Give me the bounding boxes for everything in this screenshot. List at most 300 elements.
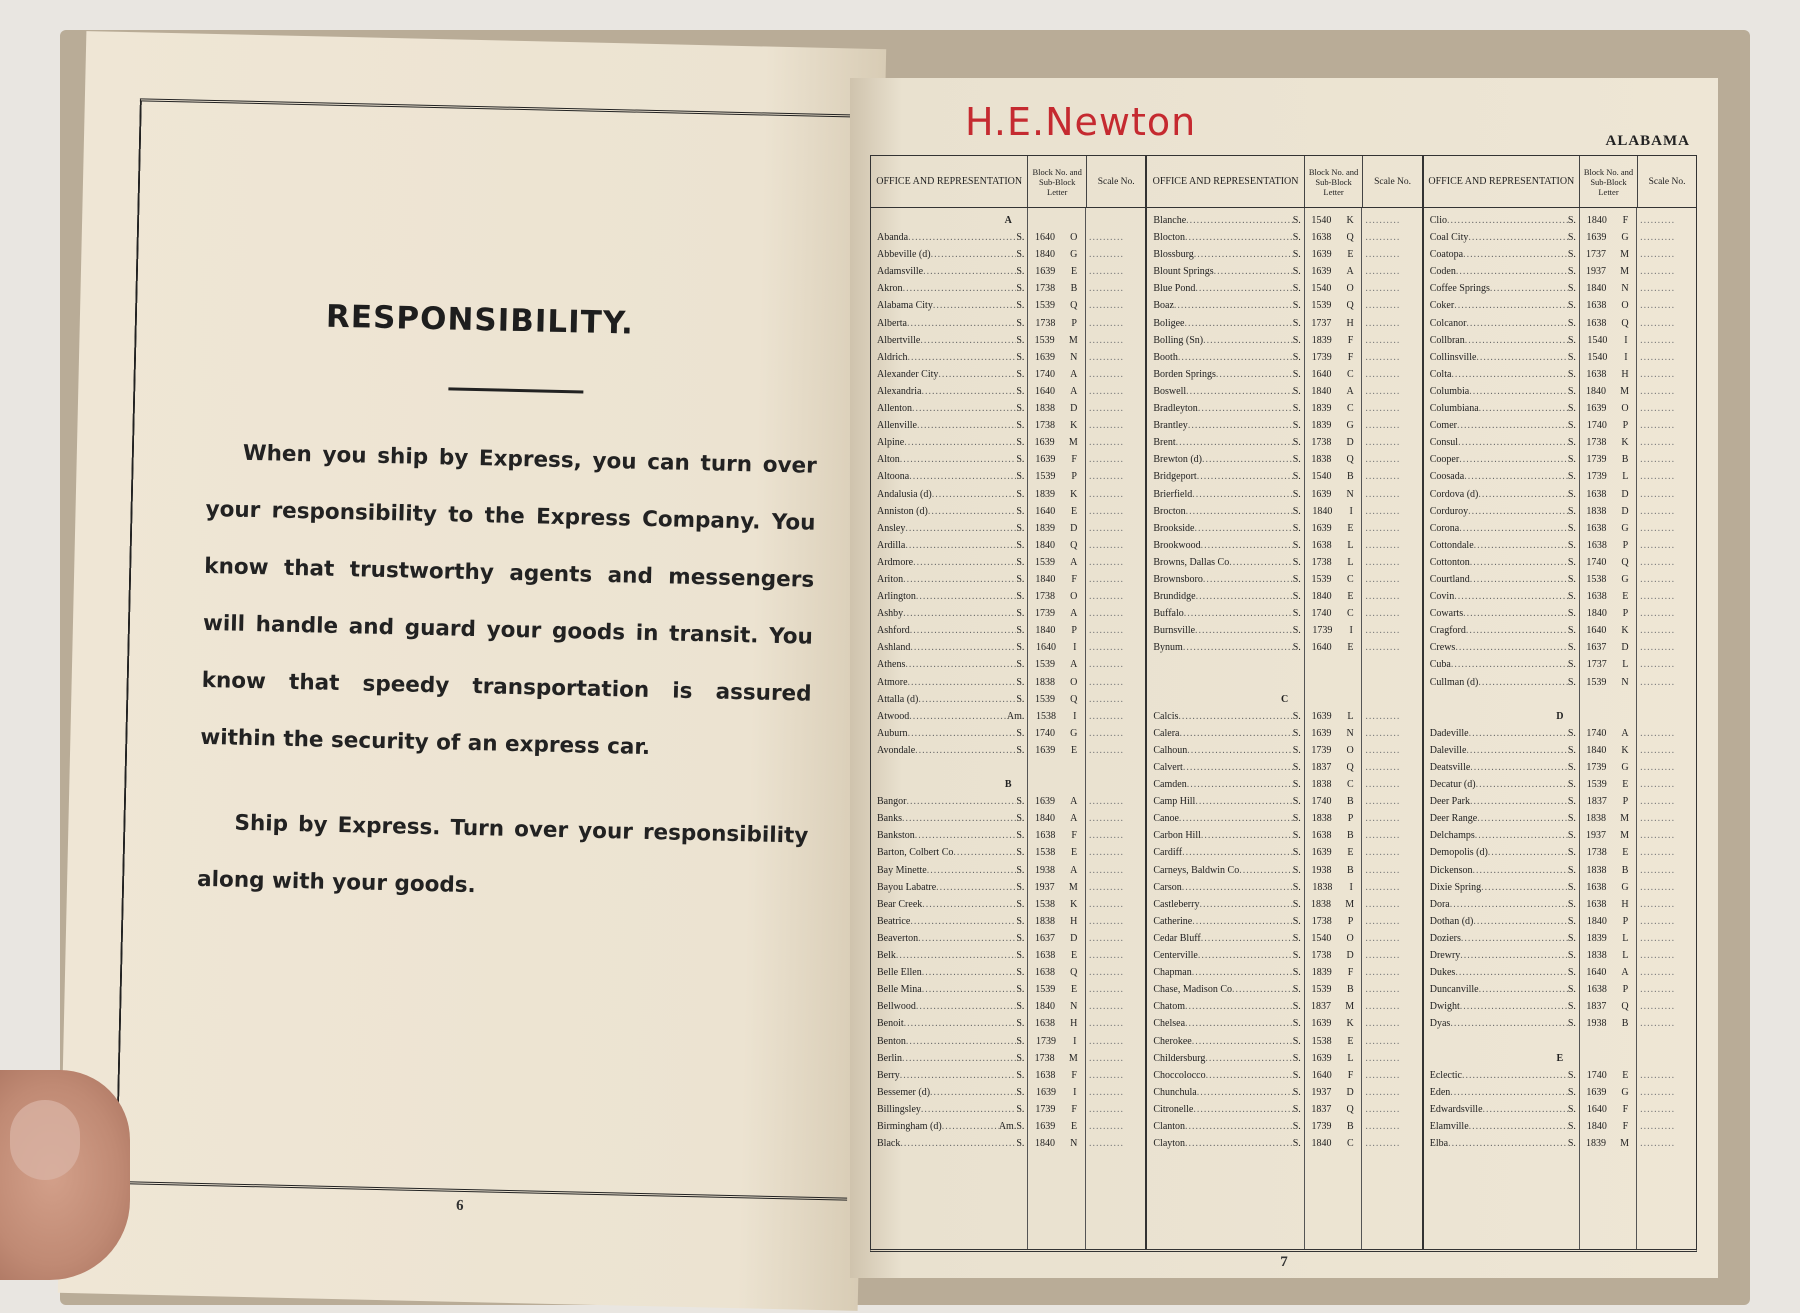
dot-leader <box>1194 520 1292 537</box>
office-cell <box>871 315 1027 332</box>
dot-leader <box>908 229 1016 246</box>
sub-block-letter: C <box>1346 403 1354 415</box>
table-row <box>1424 263 1696 280</box>
block-cell <box>1579 1118 1636 1135</box>
representation: S. <box>1292 283 1301 295</box>
block-number: 1540 <box>1587 334 1608 346</box>
blank-row <box>1147 656 1421 673</box>
row-list <box>871 208 1145 1152</box>
scale-cell: .......... <box>1640 813 1676 825</box>
scale-cell: .......... <box>1640 591 1676 603</box>
office-cell <box>1424 759 1579 776</box>
block-cell <box>1304 879 1362 896</box>
block-cell <box>1304 1033 1362 1050</box>
sub-block-letter: B <box>1346 1120 1354 1132</box>
table-row <box>871 280 1145 297</box>
dot-leader <box>1451 366 1567 383</box>
office-name: Birmingham (d) <box>877 1120 942 1132</box>
block-number: 1739 <box>1311 1120 1332 1132</box>
scale-cell: .......... <box>1365 573 1401 585</box>
representation: S. <box>1292 420 1301 432</box>
office-name: Choccolocco <box>1153 1069 1206 1081</box>
scale-cell: .......... <box>1365 300 1401 312</box>
office-name: Elamville <box>1429 1120 1469 1132</box>
dot-leader <box>931 246 1017 263</box>
block-number: 1740 <box>1586 727 1607 739</box>
block-number: 1740 <box>1034 727 1055 739</box>
representation: S. <box>1567 317 1576 329</box>
office-cell <box>1424 1118 1579 1135</box>
office-name: Benton <box>877 1035 906 1047</box>
representation: S. <box>1567 232 1576 244</box>
representation: S. <box>1292 1035 1301 1047</box>
block-number: 1838 <box>1585 813 1606 825</box>
office-name: Carbon Hill <box>1153 830 1201 842</box>
dot-leader <box>1232 981 1293 998</box>
scale-cell: .......... <box>1640 967 1676 979</box>
representation: S. <box>1292 830 1301 842</box>
table-row <box>871 486 1145 503</box>
dot-leader <box>922 981 1017 998</box>
office-name: Attalla (d) <box>877 693 919 705</box>
office-name: Dwight <box>1429 1001 1460 1013</box>
dot-leader <box>1184 605 1293 622</box>
office-cell <box>1147 383 1303 400</box>
dot-leader <box>1458 434 1568 451</box>
table-row <box>1147 1084 1421 1101</box>
block-cell <box>1579 1101 1636 1118</box>
scale-cell: .......... <box>1640 454 1676 466</box>
dot-leader <box>910 639 1016 656</box>
column-header <box>1424 156 1696 208</box>
table-row <box>871 622 1145 639</box>
block-cell <box>1304 1101 1362 1118</box>
office-name: Belle Mina <box>877 984 922 996</box>
scale-cell: .......... <box>1089 1120 1124 1132</box>
office-name: Cordova (d) <box>1429 488 1479 500</box>
table-row <box>871 896 1145 913</box>
block-number: 1639 <box>1311 847 1332 859</box>
scale-cell: .......... <box>1365 1035 1401 1047</box>
block-number: 1839 <box>1311 420 1332 432</box>
table-row <box>871 674 1145 691</box>
right-page-number: 7 <box>1280 1254 1288 1270</box>
scale-cell: .......... <box>1089 232 1124 244</box>
office-cell <box>1147 537 1303 554</box>
table-row <box>871 503 1145 520</box>
representation: S. <box>1292 625 1301 637</box>
block-number: 1840 <box>1311 385 1332 397</box>
responsibility-text <box>196 424 817 950</box>
table-row <box>1424 1135 1696 1152</box>
table-row <box>1424 383 1696 400</box>
office-cell <box>871 383 1027 400</box>
scale-cell: .......... <box>1089 693 1124 705</box>
table-row <box>1424 486 1696 503</box>
sub-block-letter: E <box>1071 847 1078 859</box>
block-cell <box>1579 451 1636 468</box>
office-cell <box>871 280 1027 297</box>
sub-block-letter: O <box>1346 283 1354 295</box>
representation: S. <box>1567 539 1576 551</box>
office-name: Blount Springs <box>1153 266 1214 278</box>
table-row <box>1424 229 1696 246</box>
representation: S. <box>1567 1069 1576 1081</box>
block-cell <box>1304 622 1362 639</box>
dot-leader <box>908 725 1017 742</box>
block-number: 1737 <box>1586 659 1607 671</box>
block-cell <box>1304 827 1362 844</box>
office-cell <box>1147 571 1303 588</box>
office-cell <box>871 468 1027 485</box>
sub-block-letter: D <box>1621 505 1629 517</box>
office-cell <box>1147 639 1303 656</box>
block-cell <box>1304 639 1362 656</box>
sub-block-letter: M <box>1620 385 1630 397</box>
representation: S. <box>1567 454 1576 466</box>
representation: S. <box>1292 967 1301 979</box>
sub-block-letter: Q <box>1346 454 1354 466</box>
dot-leader <box>1479 400 1568 417</box>
dot-leader <box>1466 622 1568 639</box>
sub-block-letter: N <box>1070 351 1078 363</box>
dot-leader <box>1476 349 1567 366</box>
block-cell <box>1027 947 1085 964</box>
block-cell <box>1579 998 1636 1015</box>
table-row <box>1147 1015 1421 1032</box>
office-cell <box>1424 1067 1579 1084</box>
scale-cell: .......... <box>1365 505 1401 517</box>
representation: S. <box>1292 727 1301 739</box>
block-cell <box>1027 879 1085 896</box>
office-name: Coffee Springs <box>1429 283 1490 295</box>
block-cell <box>1579 862 1636 879</box>
scale-cell: .......... <box>1640 488 1676 500</box>
office-cell <box>1147 810 1303 827</box>
table-column <box>1147 156 1423 1249</box>
office-cell <box>871 537 1027 554</box>
block-number: 1640 <box>1311 368 1332 380</box>
sub-block-letter: B <box>1346 796 1354 808</box>
dot-leader <box>1463 605 1568 622</box>
block-cell <box>1304 263 1362 280</box>
office-name: Barton, Colbert Co <box>877 847 954 859</box>
scale-cell: .......... <box>1365 864 1401 876</box>
scale-cell: .......... <box>1640 1120 1676 1132</box>
dot-leader <box>1201 930 1293 947</box>
sub-block-letter: G <box>1621 522 1629 534</box>
sub-block-letter: I <box>1073 1086 1077 1098</box>
sub-block-letter: P <box>1622 984 1629 996</box>
scale-cell: .......... <box>1640 317 1676 329</box>
block-cell <box>1579 486 1636 503</box>
block-number: 1840 <box>1034 249 1055 261</box>
block-cell <box>1304 212 1362 229</box>
block-number: 1539 <box>1035 471 1056 483</box>
office-cell <box>1147 417 1303 434</box>
table-row <box>1147 998 1421 1015</box>
block-cell <box>1579 639 1636 656</box>
block-cell <box>1027 862 1085 879</box>
sub-block-letter: C <box>1346 779 1354 791</box>
sub-block-letter: P <box>1071 625 1077 637</box>
dot-leader <box>1450 1084 1568 1101</box>
office-cell <box>1147 776 1303 793</box>
block-number: 1638 <box>1311 232 1332 244</box>
table-row <box>1424 998 1696 1015</box>
dot-leader <box>1465 332 1568 349</box>
block-cell <box>1027 674 1085 691</box>
scale-cell: .......... <box>1365 625 1401 637</box>
office-name: Childersburg <box>1153 1052 1206 1064</box>
office-name: Alexander City <box>877 368 939 380</box>
representation: S. <box>1292 762 1301 773</box>
office-cell <box>1147 964 1303 981</box>
dot-leader <box>1187 742 1292 759</box>
dot-leader <box>1197 468 1293 485</box>
office-cell <box>1147 725 1303 742</box>
dot-leader <box>1447 212 1568 229</box>
scale-cell: .......... <box>1640 215 1676 226</box>
block-number: 1539 <box>1034 556 1055 568</box>
sub-block-letter: G <box>1621 573 1629 585</box>
table-row <box>1147 332 1421 349</box>
sub-block-letter: K <box>1621 744 1629 756</box>
scale-cell: .......... <box>1089 471 1124 483</box>
scale-cell: .......... <box>1365 385 1401 397</box>
scale-cell: .......... <box>1365 608 1401 620</box>
office-cell <box>1147 434 1303 451</box>
table-row <box>1424 1084 1696 1101</box>
block-cell <box>1027 930 1085 947</box>
office-cell <box>1147 1101 1303 1118</box>
dot-leader <box>1182 844 1293 861</box>
blank-row <box>1424 1033 1696 1050</box>
office-name: Borden Springs <box>1153 368 1216 380</box>
scale-cell: .......... <box>1365 232 1401 244</box>
office-name: Bear Creek <box>877 898 923 910</box>
office-name: Dadeville <box>1429 727 1469 739</box>
representation: S. <box>1292 522 1301 534</box>
sub-block-letter: P <box>1071 471 1077 483</box>
section-letter: B <box>1004 779 1012 791</box>
office-cell <box>1147 862 1303 879</box>
scale-cell: .......... <box>1365 847 1401 859</box>
office-cell <box>871 656 1027 673</box>
office-cell <box>871 571 1027 588</box>
block-cell <box>1027 554 1085 571</box>
sub-block-letter: E <box>1347 591 1354 603</box>
table-row <box>1147 537 1421 554</box>
representation: S. <box>1567 950 1576 962</box>
scale-cell: .......... <box>1640 420 1676 432</box>
representation: S. <box>1292 471 1301 483</box>
dot-leader <box>1214 263 1293 280</box>
office-name: Duncanville <box>1429 984 1479 996</box>
office-cell <box>871 605 1027 622</box>
sub-block-letter: E <box>1347 522 1354 534</box>
scale-cell: .......... <box>1365 1052 1401 1064</box>
table-row <box>871 742 1145 759</box>
office-name: Bridgeport <box>1153 471 1197 483</box>
office-cell <box>1424 451 1579 468</box>
table-row <box>1147 503 1421 520</box>
table-row <box>871 1135 1145 1152</box>
scale-cell: .......... <box>1089 522 1124 534</box>
sub-block-letter: E <box>1347 249 1354 261</box>
office-name: Anniston (d) <box>877 505 928 517</box>
representation: S. <box>1292 437 1301 449</box>
sub-block-letter: Q <box>1346 1103 1354 1115</box>
dot-leader <box>1183 759 1293 776</box>
block-number: 1538 <box>1586 573 1607 585</box>
dot-leader <box>1193 1101 1292 1118</box>
block-number: 1839 <box>1311 967 1332 979</box>
scale-cell: .......... <box>1640 881 1676 893</box>
block-cell <box>1027 537 1085 554</box>
office-name: Catherine <box>1153 915 1193 927</box>
block-number: 1839 <box>1311 403 1332 415</box>
office-cell <box>1147 315 1303 332</box>
representation: S. <box>1567 471 1576 483</box>
scale-cell: .......... <box>1365 266 1401 278</box>
scale-cell: .......... <box>1640 573 1676 585</box>
office-name: Columbiana <box>1429 403 1479 415</box>
representation: S. <box>1567 351 1576 363</box>
dot-leader <box>1462 1067 1568 1084</box>
office-name: Colta <box>1429 368 1452 380</box>
block-number: 1738 <box>1586 437 1607 449</box>
sub-block-letter: E <box>1622 591 1629 603</box>
block-number: 1937 <box>1585 830 1606 842</box>
office-name: Calhoun <box>1153 744 1188 756</box>
table-row <box>1147 297 1421 314</box>
dot-leader <box>902 1050 1016 1067</box>
office-name: Calera <box>1153 727 1180 739</box>
dot-leader <box>918 691 1016 708</box>
block-cell <box>1579 981 1636 998</box>
block-cell <box>1579 656 1636 673</box>
block-number: 1739 <box>1035 1103 1056 1115</box>
dot-leader <box>927 862 1017 879</box>
office-name: Bynum <box>1153 642 1183 654</box>
dot-leader <box>942 1118 999 1135</box>
block-cell <box>1304 349 1362 366</box>
representation: S. <box>1292 608 1301 620</box>
block-number: 1638 <box>1035 950 1056 962</box>
office-name: Chapman <box>1153 967 1192 979</box>
block-cell <box>1579 297 1636 314</box>
sub-block-letter: A <box>1070 385 1078 397</box>
sub-block-letter: Q <box>1346 762 1354 773</box>
block-cell <box>1027 1118 1085 1135</box>
sub-block-letter: F <box>1071 830 1077 842</box>
block-cell <box>1304 332 1362 349</box>
sub-block-letter: M <box>1068 1052 1078 1064</box>
office-cell <box>1424 520 1579 537</box>
office-name: Clanton <box>1153 1120 1186 1132</box>
representation: S. <box>1567 368 1576 380</box>
block-number: 1539 <box>1586 779 1607 791</box>
block-number: 1538 <box>1311 1035 1332 1047</box>
office-cell <box>1424 998 1579 1015</box>
table-row <box>1424 656 1696 673</box>
office-name: Comer <box>1429 420 1457 432</box>
column-body <box>1147 208 1421 1249</box>
block-number: 1737 <box>1311 317 1332 329</box>
scale-cell: .......... <box>1640 556 1676 568</box>
sub-block-letter: L <box>1347 556 1354 568</box>
office-name: Bankston <box>877 830 915 842</box>
block-cell <box>1579 263 1636 280</box>
sub-block-letter: K <box>1070 898 1078 910</box>
table-row <box>1424 862 1696 879</box>
representation: S. <box>1292 898 1301 910</box>
table-row <box>1147 742 1421 759</box>
scale-cell: .......... <box>1640 864 1676 876</box>
scale-cell: .......... <box>1365 950 1401 962</box>
representation: S. <box>1016 573 1025 585</box>
block-cell <box>1579 246 1636 263</box>
block-cell <box>1579 776 1636 793</box>
block-number: 1837 <box>1311 1103 1332 1115</box>
table-row <box>1424 913 1696 930</box>
block-cell <box>1027 656 1085 673</box>
table-row <box>1424 742 1696 759</box>
scale-cell: .......... <box>1365 437 1401 449</box>
representation: S. <box>1567 283 1576 295</box>
office-name: Bolling (Sn) <box>1153 334 1204 346</box>
table-row <box>871 229 1145 246</box>
office-cell <box>1424 554 1579 571</box>
row-list <box>1147 208 1421 1152</box>
representation: S. <box>1016 454 1025 466</box>
scale-cell: .......... <box>1365 1018 1401 1030</box>
block-cell <box>1304 981 1362 998</box>
representation: S. <box>1292 300 1301 312</box>
office-name: Boligee <box>1153 317 1185 329</box>
block-number: 1639 <box>1311 727 1332 739</box>
representation: S. <box>1016 881 1025 893</box>
office-cell <box>1424 930 1579 947</box>
section-letter: D <box>1556 710 1564 722</box>
office-name: Eclectic <box>1429 1069 1462 1081</box>
sub-block-letter: A <box>1346 266 1354 278</box>
sub-block-letter: C <box>1346 608 1354 620</box>
office-cell <box>1147 947 1303 964</box>
sub-block-letter: B <box>1621 1018 1629 1030</box>
office-cell <box>1147 1050 1303 1067</box>
office-name: Bradleyton <box>1153 403 1198 415</box>
scale-cell: .......... <box>1089 1086 1124 1098</box>
dot-leader <box>1461 930 1568 947</box>
block-number: 1539 <box>1586 676 1607 688</box>
block-cell <box>1579 964 1636 981</box>
block-number: 1739 <box>1035 1035 1056 1047</box>
block-cell <box>1579 844 1636 861</box>
office-name: Benoit <box>877 1018 904 1030</box>
dot-leader <box>1473 862 1568 879</box>
office-cell <box>871 229 1027 246</box>
table-row <box>1424 930 1696 947</box>
header-scale: Scale No. <box>1374 176 1412 187</box>
table-columns <box>871 156 1696 1249</box>
office-cell <box>1147 742 1303 759</box>
dot-leader <box>1470 554 1568 571</box>
office-cell <box>1424 742 1579 759</box>
office-name: Dothan (d) <box>1429 915 1474 927</box>
block-cell <box>1027 400 1085 417</box>
